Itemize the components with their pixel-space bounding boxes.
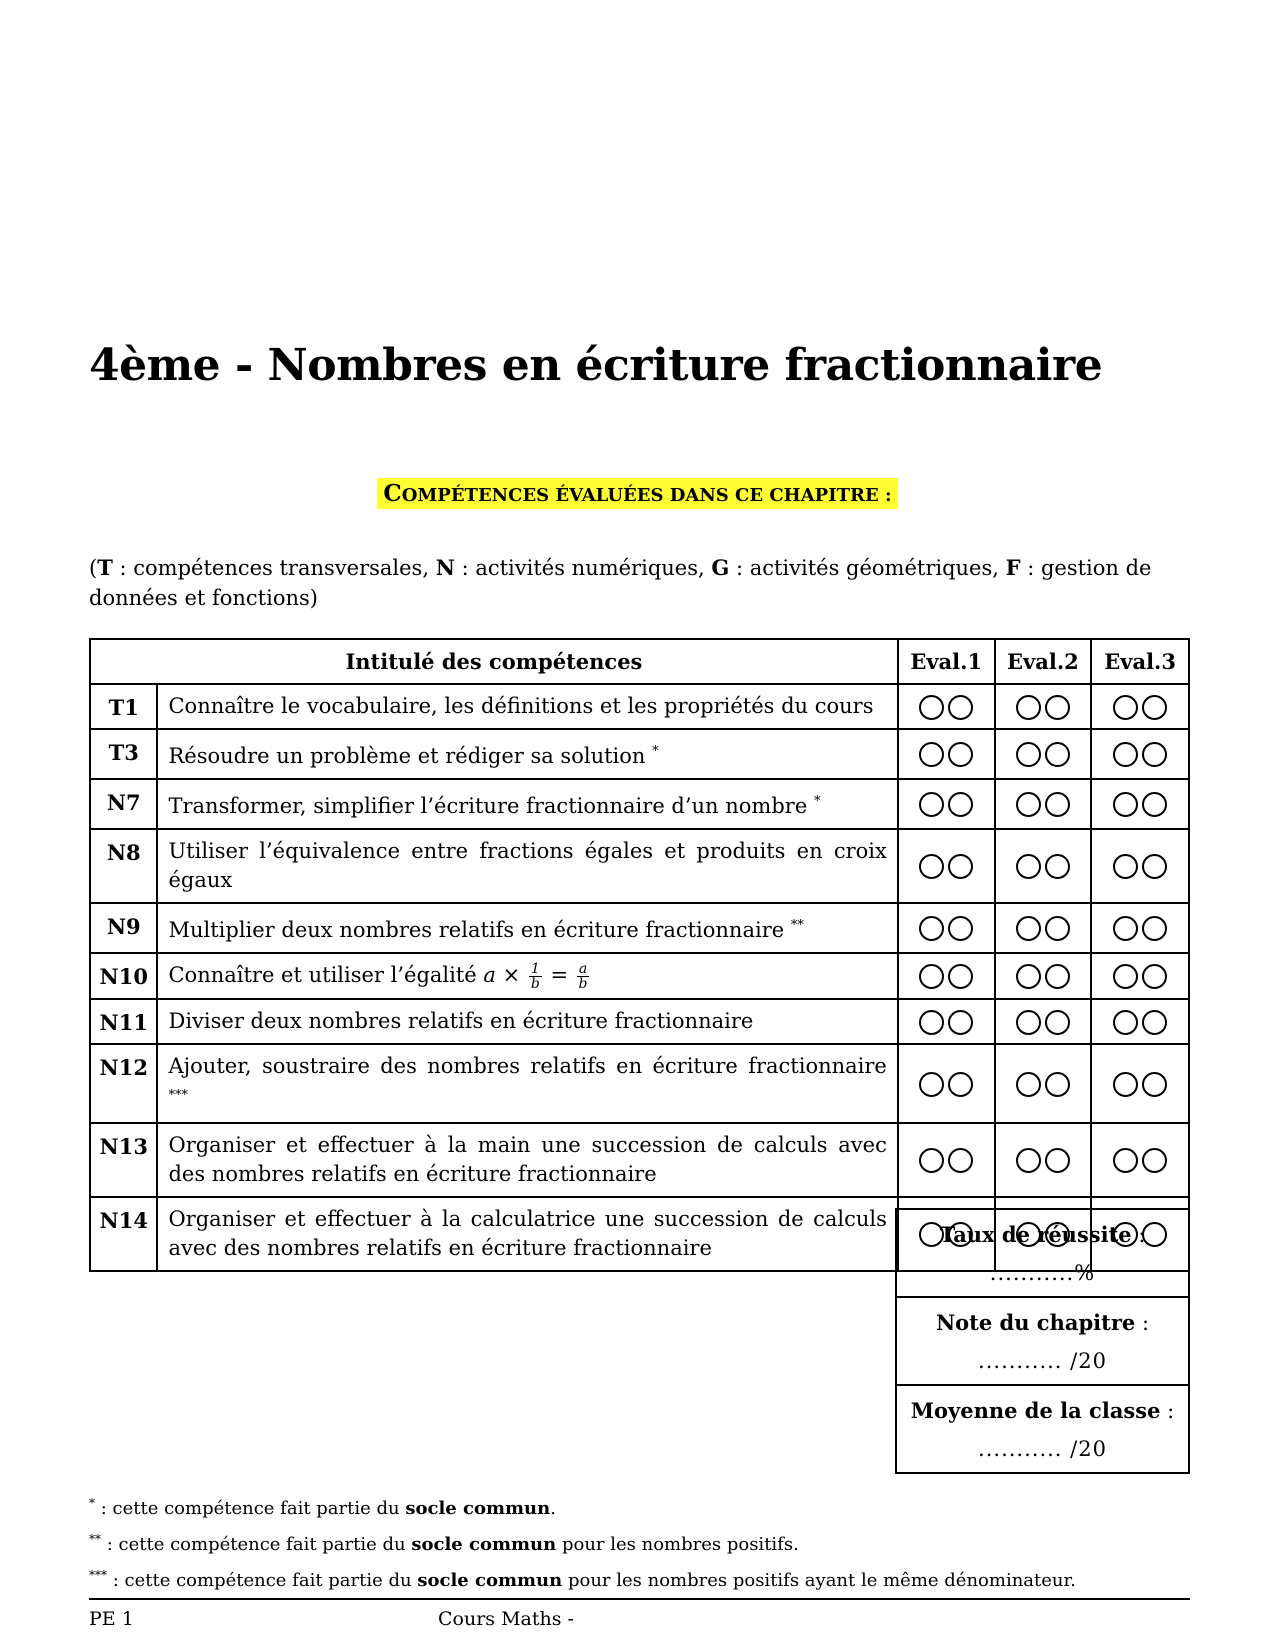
assessment-circle[interactable] <box>948 1010 973 1035</box>
competence-label-cell <box>157 903 897 953</box>
fraction-numerator: a <box>578 961 588 977</box>
eval2-cell <box>995 779 1092 829</box>
assessment-circle[interactable] <box>948 695 973 720</box>
fraction-denominator: b <box>530 976 540 992</box>
competence-label-cell <box>157 779 897 829</box>
legend-g-code: G <box>711 555 730 580</box>
eval1-cell <box>898 1123 995 1197</box>
table-row <box>90 903 1189 953</box>
assessment-circle[interactable] <box>1016 916 1041 941</box>
taux-colon: : <box>1131 1222 1146 1247</box>
assessment-circle[interactable] <box>1045 1148 1070 1173</box>
assessment-circle[interactable] <box>1113 964 1138 989</box>
footnote-mark: * <box>89 1496 95 1510</box>
competence-code: N12 <box>90 1044 157 1123</box>
legend-t-code: T <box>97 555 113 580</box>
assessment-circle[interactable] <box>1016 695 1041 720</box>
formula-times: × <box>502 963 521 987</box>
moyenne-cell <box>896 1385 1189 1473</box>
eval1-cell <box>898 999 995 1044</box>
header-eval2: Eval.2 <box>995 639 1092 684</box>
competence-label-cell <box>157 999 897 1044</box>
assessment-circle[interactable] <box>948 792 973 817</box>
assessment-circle[interactable] <box>1113 695 1138 720</box>
eval2-cell <box>995 903 1092 953</box>
footnote-tail: . <box>550 1498 556 1519</box>
assessment-circle[interactable] <box>948 854 973 879</box>
eval2-cell <box>995 1044 1092 1123</box>
footnote <box>89 1560 1076 1596</box>
eval1-cell <box>898 903 995 953</box>
assessment-circle[interactable] <box>919 854 944 879</box>
competence-code: N10 <box>90 953 157 999</box>
competence-label: Utiliser l’équivalence entre fractions égales et produits en croix égaux <box>168 839 887 892</box>
table-row <box>90 684 1189 729</box>
assessment-circle[interactable] <box>919 916 944 941</box>
assessment-circle[interactable] <box>1016 1010 1041 1035</box>
competence-label-cell <box>157 684 897 729</box>
eval1-cell <box>898 729 995 779</box>
footnote-bold: socle commun <box>411 1534 557 1555</box>
competence-label-cell <box>157 829 897 903</box>
footnote-bold: socle commun <box>417 1570 563 1591</box>
footnote-mark: ** <box>89 1532 101 1546</box>
assessment-circle[interactable] <box>1016 854 1041 879</box>
table-row <box>90 999 1189 1044</box>
legend-n-text: : activités numériques, <box>454 556 712 580</box>
footnote <box>89 1488 1076 1524</box>
eval1-cell <box>898 953 995 999</box>
competence-label: Ajouter, soustraire des nombres relatifs en écriture fractionnaire <box>168 1054 887 1078</box>
table-body <box>90 684 1189 1271</box>
table-row <box>90 953 1189 999</box>
assessment-circle[interactable] <box>1142 916 1167 941</box>
eval2-cell <box>995 729 1092 779</box>
competence-label-cell <box>157 953 897 999</box>
competence-footnote-mark: * <box>652 744 659 759</box>
table-row <box>90 779 1189 829</box>
formula-fraction-a-over-b <box>577 962 589 991</box>
competence-label: Transformer, simplifier l’écriture fractionnaire d’un nombre <box>168 794 808 818</box>
assessment-circle[interactable] <box>948 1072 973 1097</box>
fraction-denominator: b <box>578 976 588 992</box>
assessment-circle[interactable] <box>1113 1010 1138 1035</box>
formula <box>477 961 591 992</box>
assessment-circle[interactable] <box>1142 695 1167 720</box>
legend-open: ( <box>89 556 98 580</box>
assessment-circle[interactable] <box>1045 854 1070 879</box>
taux-label-line <box>897 1222 1188 1247</box>
eval2-cell <box>995 684 1092 729</box>
assessment-circle[interactable] <box>1113 792 1138 817</box>
footnote <box>89 1524 1076 1560</box>
footnote-mark: *** <box>89 1568 107 1582</box>
assessment-circle[interactable] <box>1045 1010 1070 1035</box>
assessment-circle[interactable] <box>1045 792 1070 817</box>
assessment-circle[interactable] <box>919 1148 944 1173</box>
competences-heading-rest: OMPÉTENCES ÉVALUÉES DANS CE CHAPITRE : <box>401 485 892 506</box>
eval1-cell <box>898 829 995 903</box>
table-row <box>90 729 1189 779</box>
assessment-circle[interactable] <box>1016 792 1041 817</box>
competence-code: T3 <box>90 729 157 779</box>
competence-label-cell <box>157 729 897 779</box>
eval3-cell <box>1091 903 1189 953</box>
formula-fraction-one-over-b <box>529 962 542 991</box>
competences-heading-wrap <box>0 478 1275 509</box>
note-colon: : <box>1135 1310 1150 1335</box>
competence-code: N13 <box>90 1123 157 1197</box>
eval2-cell <box>995 999 1092 1044</box>
table-row <box>90 1123 1189 1197</box>
table-row <box>90 1044 1189 1123</box>
header-eval1: Eval.1 <box>898 639 995 684</box>
moyenne-value: ........... /20 <box>978 1436 1107 1461</box>
table-header-row <box>90 639 1189 684</box>
assessment-circle[interactable] <box>1142 1148 1167 1173</box>
eval1-cell <box>898 1044 995 1123</box>
assessment-circle[interactable] <box>1142 792 1167 817</box>
competences-table <box>89 638 1190 1272</box>
formula-equals: = <box>550 963 569 987</box>
legend-t-text: : compétences transversales, <box>112 556 436 580</box>
taux-cell <box>896 1209 1189 1297</box>
competence-code: N9 <box>90 903 157 953</box>
eval2-cell <box>995 829 1092 903</box>
assessment-circle[interactable] <box>1142 854 1167 879</box>
table-row <box>90 829 1189 903</box>
assessment-circle[interactable] <box>1045 695 1070 720</box>
competence-code: N8 <box>90 829 157 903</box>
footnote-text: : cette compétence fait partie du <box>107 1570 418 1591</box>
assessment-circle[interactable] <box>1016 964 1041 989</box>
competence-label: Organiser et effectuer à la calculatrice une succession de calculs avec des nombres relatifs en écriture fractionnaire <box>168 1207 887 1260</box>
eval2-cell <box>995 953 1092 999</box>
competence-code: N7 <box>90 779 157 829</box>
assessment-circle[interactable] <box>1016 1072 1041 1097</box>
eval2-cell <box>995 1123 1092 1197</box>
assessment-circle[interactable] <box>919 792 944 817</box>
assessment-circle[interactable] <box>1142 964 1167 989</box>
taux-label: Taux de réussite <box>939 1221 1132 1247</box>
eval3-cell <box>1091 779 1189 829</box>
note-label: Note du chapitre <box>935 1309 1136 1335</box>
legend-f-text: : gestion de données et fonctions) <box>89 556 1152 610</box>
assessment-circle[interactable] <box>1045 742 1070 767</box>
note-value: ........... /20 <box>978 1348 1107 1373</box>
eval3-cell <box>1091 953 1189 999</box>
competence-label-cell <box>157 1123 897 1197</box>
competence-label: Connaître et utiliser l’égalité <box>168 963 477 987</box>
assessment-circle[interactable] <box>1113 742 1138 767</box>
competence-code: N11 <box>90 999 157 1044</box>
eval3-cell <box>1091 1123 1189 1197</box>
assessment-circle[interactable] <box>948 964 973 989</box>
competence-code: N14 <box>90 1197 157 1271</box>
competence-label: Multiplier deux nombres relatifs en écriture fractionnaire <box>168 918 785 942</box>
assessment-circle[interactable] <box>948 1148 973 1173</box>
header-label: Intitulé des compétences <box>90 639 898 684</box>
legend-f-code: F <box>1005 555 1021 580</box>
footnote-text: : cette compétence fait partie du <box>95 1498 406 1519</box>
footer-center: Cours Maths - <box>438 1608 574 1630</box>
competence-label-cell <box>157 1197 897 1271</box>
fraction-numerator: 1 <box>530 961 540 977</box>
eval3-cell <box>1091 684 1189 729</box>
competence-label-cell <box>157 1044 897 1123</box>
eval3-cell <box>1091 1044 1189 1123</box>
assessment-circle[interactable] <box>919 695 944 720</box>
legend-paragraph <box>89 553 1189 613</box>
assessment-circle[interactable] <box>1113 854 1138 879</box>
assessment-circle[interactable] <box>919 1010 944 1035</box>
assessment-circle[interactable] <box>1142 1072 1167 1097</box>
competence-label: Connaître le vocabulaire, les définitions et les propriétés du cours <box>168 694 874 718</box>
note-label-line <box>897 1310 1188 1335</box>
moyenne-label-line <box>897 1398 1188 1423</box>
eval1-cell <box>898 684 995 729</box>
formula-a: a <box>483 963 496 987</box>
assessment-circle[interactable] <box>1113 1072 1138 1097</box>
eval1-cell <box>898 779 995 829</box>
assessment-circle[interactable] <box>1045 916 1070 941</box>
eval3-cell <box>1091 729 1189 779</box>
moyenne-label: Moyenne de la classe <box>910 1397 1161 1423</box>
legend-n-code: N <box>435 555 455 580</box>
assessment-circle[interactable] <box>919 742 944 767</box>
eval3-cell <box>1091 999 1189 1044</box>
assessment-circle[interactable] <box>1016 742 1041 767</box>
assessment-circle[interactable] <box>1113 916 1138 941</box>
competences-heading <box>377 478 897 509</box>
eval3-cell <box>1091 829 1189 903</box>
competence-footnote-mark: * <box>813 794 821 809</box>
assessment-circle[interactable] <box>1142 1010 1167 1035</box>
assessment-circle[interactable] <box>919 964 944 989</box>
moyenne-colon: : <box>1160 1398 1175 1423</box>
footnote-bold: socle commun <box>405 1498 551 1519</box>
footer-left: PE 1 <box>89 1608 134 1630</box>
summary-table <box>895 1208 1190 1474</box>
footnote-tail: pour les nombres positifs ayant le même dénominateur. <box>562 1570 1076 1591</box>
competence-footnote-mark: *** <box>168 1088 188 1103</box>
assessment-circle[interactable] <box>1045 1072 1070 1097</box>
footer-divider <box>89 1598 1190 1600</box>
footnote-tail: pour les nombres positifs. <box>556 1534 799 1555</box>
page-title: 4ème - Nombres en écriture fractionnaire <box>89 340 1103 391</box>
competence-label: Organiser et effectuer à la main une succession de calculs avec des nombres relatifs en écriture fractionnaire <box>168 1133 887 1186</box>
assessment-circle[interactable] <box>1016 1148 1041 1173</box>
assessment-circle[interactable] <box>1113 1148 1138 1173</box>
note-cell <box>896 1297 1189 1385</box>
competence-label: Résoudre un problème et rédiger sa solution <box>168 744 646 768</box>
competence-footnote-mark: ** <box>790 918 804 933</box>
assessment-circle[interactable] <box>948 916 973 941</box>
taux-value: ...........% <box>989 1260 1096 1285</box>
header-eval3: Eval.3 <box>1091 639 1189 684</box>
assessment-circle[interactable] <box>1045 964 1070 989</box>
footnotes <box>89 1488 1076 1596</box>
legend-g-text: : activités géométriques, <box>729 556 1006 580</box>
assessment-circle[interactable] <box>919 1072 944 1097</box>
assessment-circle[interactable] <box>1142 742 1167 767</box>
footnote-text: : cette compétence fait partie du <box>101 1534 412 1555</box>
competences-heading-initial: C <box>383 480 402 507</box>
competence-label: Diviser deux nombres relatifs en écriture fractionnaire <box>168 1009 754 1033</box>
assessment-circle[interactable] <box>948 742 973 767</box>
competence-code: T1 <box>90 684 157 729</box>
